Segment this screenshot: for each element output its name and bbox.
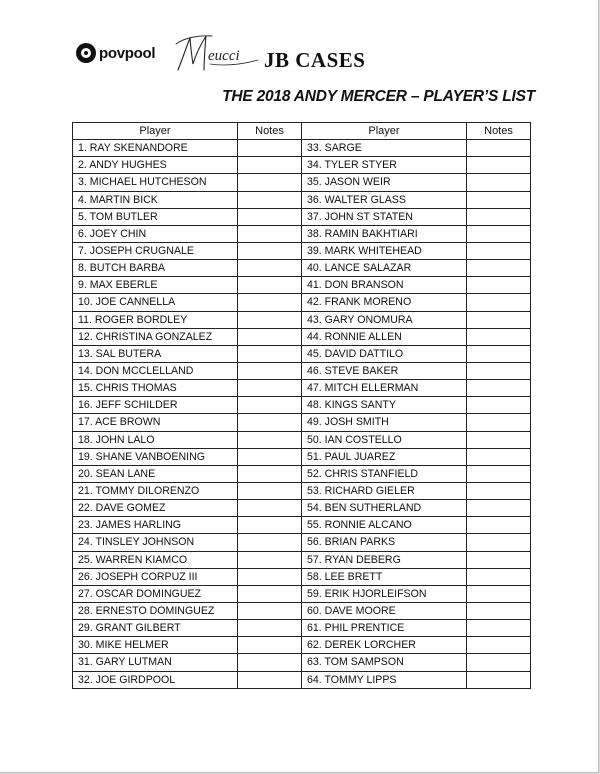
notes-cell-left [238, 277, 302, 294]
notes-cell-right [467, 208, 531, 225]
player-name-left: 22. DAVE GOMEZ [73, 500, 238, 517]
notes-cell-right [467, 431, 531, 448]
player-name-right: 52. CHRIS STANFIELD [302, 465, 467, 482]
notes-cell-left [238, 294, 302, 311]
player-name-right: 47. MITCH ELLERMAN [302, 380, 467, 397]
table-row [73, 380, 531, 397]
sponsor-logos [76, 30, 436, 78]
table-row [73, 517, 531, 534]
notes-cell-left [238, 362, 302, 379]
player-name-left: 16. JEFF SCHILDER [73, 397, 238, 414]
table-row [73, 448, 531, 465]
player-name-right: 38. RAMIN BAKHTIARI [302, 225, 467, 242]
player-name-left: 1. RAY SKENANDORE [73, 140, 238, 157]
player-name-left: 31. GARY LUTMAN [73, 654, 238, 671]
povpool-logo-text: povpool [99, 44, 156, 62]
player-name-left: 10. JOE CANNELLA [73, 294, 238, 311]
player-name-left: 5. TOM BUTLER [73, 208, 238, 225]
player-name-right: 46. STEVE BAKER [302, 362, 467, 379]
svg-text:eucci: eucci [208, 48, 240, 64]
table-row [73, 362, 531, 379]
notes-cell-left [238, 397, 302, 414]
notes-cell-right [467, 620, 531, 637]
notes-cell-right [467, 568, 531, 585]
notes-cell-right [467, 191, 531, 208]
notes-cell-left [238, 448, 302, 465]
notes-cell-right [467, 328, 531, 345]
notes-cell-right [467, 671, 531, 688]
player-name-right: 63. TOM SAMPSON [302, 654, 467, 671]
header-player-left: Player [73, 123, 238, 140]
notes-cell-right [467, 242, 531, 259]
povpool-logo [76, 40, 155, 66]
player-name-left: 15. CHRIS THOMAS [73, 380, 238, 397]
player-rows [73, 140, 531, 689]
player-name-left: 32. JOE GIRDPOOL [73, 671, 238, 688]
povpool-target-icon [76, 43, 96, 63]
players-table [72, 122, 531, 689]
notes-cell-right [467, 500, 531, 517]
table-row [73, 654, 531, 671]
player-name-right: 49. JOSH SMITH [302, 414, 467, 431]
notes-cell-right [467, 602, 531, 619]
notes-cell-right [467, 174, 531, 191]
notes-cell-left [238, 414, 302, 431]
table-row [73, 140, 531, 157]
table-row [73, 500, 531, 517]
notes-cell-right [467, 448, 531, 465]
notes-cell-left [238, 602, 302, 619]
player-name-right: 61. PHIL PRENTICE [302, 620, 467, 637]
notes-cell-left [238, 551, 302, 568]
notes-cell-right [467, 551, 531, 568]
notes-cell-left [238, 500, 302, 517]
header-notes-left: Notes [238, 123, 302, 140]
notes-cell-left [238, 174, 302, 191]
player-name-left: 30. MIKE HELMER [73, 637, 238, 654]
table-row [73, 551, 531, 568]
table-row [73, 294, 531, 311]
notes-cell-left [238, 208, 302, 225]
notes-cell-left [238, 482, 302, 499]
notes-cell-right [467, 397, 531, 414]
table-row [73, 620, 531, 637]
player-name-right: 58. LEE BRETT [302, 568, 467, 585]
notes-cell-right [467, 380, 531, 397]
table-row [73, 585, 531, 602]
player-name-left: 17. ACE BROWN [73, 414, 238, 431]
player-name-left: 6. JOEY CHIN [73, 225, 238, 242]
player-name-right: 55. RONNIE ALCANO [302, 517, 467, 534]
notes-cell-right [467, 585, 531, 602]
table-row [73, 637, 531, 654]
notes-cell-right [467, 362, 531, 379]
notes-cell-right [467, 517, 531, 534]
player-name-left: 23. JAMES HARLING [73, 517, 238, 534]
notes-cell-right [467, 465, 531, 482]
table-row [73, 414, 531, 431]
notes-cell-left [238, 517, 302, 534]
notes-cell-right [467, 225, 531, 242]
notes-cell-right [467, 140, 531, 157]
notes-cell-left [238, 431, 302, 448]
notes-cell-left [238, 637, 302, 654]
table-row [73, 534, 531, 551]
player-name-right: 43. GARY ONOMURA [302, 311, 467, 328]
table-row [73, 277, 531, 294]
table-header-row [73, 123, 531, 140]
player-name-right: 36. WALTER GLASS [302, 191, 467, 208]
player-name-left: 18. JOHN LALO [73, 431, 238, 448]
player-name-left: 29. GRANT GILBERT [73, 620, 238, 637]
player-name-left: 21. TOMMY DILORENZO [73, 482, 238, 499]
player-name-right: 42. FRANK MORENO [302, 294, 467, 311]
table-row [73, 225, 531, 242]
notes-cell-right [467, 311, 531, 328]
notes-cell-right [467, 294, 531, 311]
player-name-left: 9. MAX EBERLE [73, 277, 238, 294]
notes-cell-left [238, 345, 302, 362]
table-row [73, 397, 531, 414]
player-name-right: 56. BRIAN PARKS [302, 534, 467, 551]
notes-cell-left [238, 654, 302, 671]
table-row [73, 157, 531, 174]
player-name-right: 62. DEREK LORCHER [302, 637, 467, 654]
header-notes-right: Notes [467, 123, 531, 140]
table-row [73, 431, 531, 448]
notes-cell-right [467, 260, 531, 277]
table-row [73, 174, 531, 191]
notes-cell-right [467, 277, 531, 294]
page-title: THE 2018 ANDY MERCER – PLAYER’S LIST [222, 88, 535, 105]
notes-cell-left [238, 585, 302, 602]
table-row [73, 311, 531, 328]
table-row [73, 345, 531, 362]
player-name-right: 44. RONNIE ALLEN [302, 328, 467, 345]
player-name-left: 13. SAL BUTERA [73, 345, 238, 362]
notes-cell-right [467, 414, 531, 431]
jb-cases-logo: JB CASES [264, 48, 366, 72]
player-name-right: 41. DON BRANSON [302, 277, 467, 294]
notes-cell-left [238, 311, 302, 328]
player-name-right: 35. JASON WEIR [302, 174, 467, 191]
player-name-left: 14. DON MCCLELLAND [73, 362, 238, 379]
player-name-left: 11. ROGER BORDLEY [73, 311, 238, 328]
notes-cell-left [238, 380, 302, 397]
player-name-right: 51. PAUL JUAREZ [302, 448, 467, 465]
table-row [73, 242, 531, 259]
table-row [73, 328, 531, 345]
notes-cell-right [467, 345, 531, 362]
player-name-right: 64. TOMMY LIPPS [302, 671, 467, 688]
notes-cell-left [238, 242, 302, 259]
player-name-left: 27. OSCAR DOMINGUEZ [73, 585, 238, 602]
player-name-left: 12. CHRISTINA GONZALEZ [73, 328, 238, 345]
notes-cell-right [467, 534, 531, 551]
player-name-right: 37. JOHN ST STATEN [302, 208, 467, 225]
player-name-right: 33. SARGE [302, 140, 467, 157]
table-row [73, 465, 531, 482]
player-name-right: 60. DAVE MOORE [302, 602, 467, 619]
notes-cell-right [467, 482, 531, 499]
table-row [73, 671, 531, 688]
notes-cell-left [238, 534, 302, 551]
player-name-left: 3. MICHAEL HUTCHESON [73, 174, 238, 191]
player-name-left: 24. TINSLEY JOHNSON [73, 534, 238, 551]
notes-cell-left [238, 260, 302, 277]
table-row [73, 208, 531, 225]
notes-cell-left [238, 568, 302, 585]
player-name-left: 20. SEAN LANE [73, 465, 238, 482]
notes-cell-left [238, 225, 302, 242]
player-name-left: 28. ERNESTO DOMINGUEZ [73, 602, 238, 619]
table-row [73, 568, 531, 585]
table-row [73, 482, 531, 499]
notes-cell-left [238, 191, 302, 208]
player-name-left: 25. WARREN KIAMCO [73, 551, 238, 568]
player-name-right: 50. IAN COSTELLO [302, 431, 467, 448]
player-name-left: 26. JOSEPH CORPUZ III [73, 568, 238, 585]
notes-cell-left [238, 671, 302, 688]
notes-cell-right [467, 637, 531, 654]
player-name-right: 54. BEN SUTHERLAND [302, 500, 467, 517]
notes-cell-left [238, 140, 302, 157]
player-name-left: 2. ANDY HUGHES [73, 157, 238, 174]
player-name-left: 8. BUTCH BARBA [73, 260, 238, 277]
notes-cell-left [238, 328, 302, 345]
player-name-right: 57. RYAN DEBERG [302, 551, 467, 568]
table-row [73, 260, 531, 277]
player-name-right: 45. DAVID DATTILO [302, 345, 467, 362]
header-player-right: Player [302, 123, 467, 140]
player-name-right: 59. ERIK HJORLEIFSON [302, 585, 467, 602]
player-name-right: 34. TYLER STYER [302, 157, 467, 174]
table-row [73, 191, 531, 208]
notes-cell-right [467, 654, 531, 671]
player-name-left: 7. JOSEPH CRUGNALE [73, 242, 238, 259]
player-name-right: 39. MARK WHITEHEAD [302, 242, 467, 259]
notes-cell-left [238, 465, 302, 482]
player-name-left: 19. SHANE VANBOENING [73, 448, 238, 465]
player-name-right: 53. RICHARD GIELER [302, 482, 467, 499]
notes-cell-left [238, 157, 302, 174]
player-name-right: 40. LANCE SALAZAR [302, 260, 467, 277]
player-name-right: 48. KINGS SANTY [302, 397, 467, 414]
table-row [73, 602, 531, 619]
player-name-left: 4. MARTIN BICK [73, 191, 238, 208]
notes-cell-left [238, 620, 302, 637]
notes-cell-right [467, 157, 531, 174]
meucci-logo [174, 30, 266, 76]
